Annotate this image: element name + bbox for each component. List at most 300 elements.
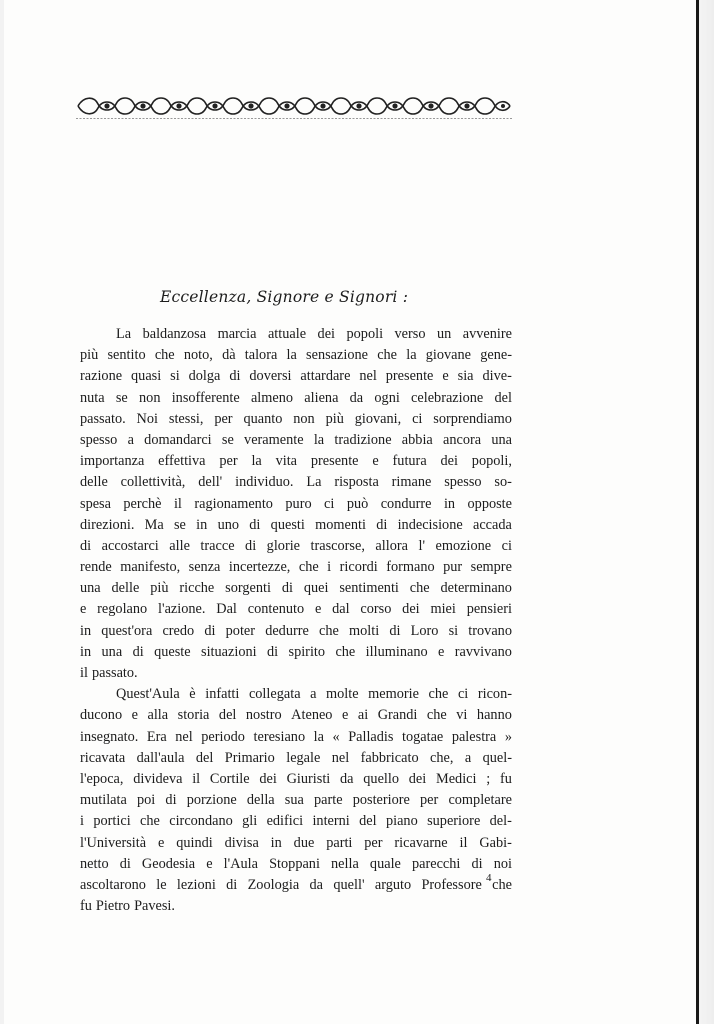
- word: noi: [493, 855, 512, 872]
- word: a: [464, 749, 472, 766]
- word: del-: [489, 813, 512, 830]
- word: può: [346, 495, 369, 512]
- word: effettiva: [158, 453, 206, 470]
- word: condurre: [380, 495, 432, 512]
- word: verso: [394, 326, 426, 342]
- word: se: [173, 516, 186, 533]
- word: quello: [363, 770, 400, 787]
- word: momenti: [315, 516, 366, 533]
- word: situazioni: [201, 643, 257, 660]
- word: una: [491, 431, 512, 448]
- word: di: [281, 580, 293, 597]
- word: spirito: [288, 643, 326, 660]
- word: e: [131, 707, 138, 724]
- word: fabbricato: [360, 749, 419, 766]
- word: i: [327, 559, 332, 576]
- word: celebrazione: [411, 389, 484, 406]
- word: individuo.: [235, 474, 294, 491]
- word: di: [132, 643, 144, 660]
- word: insofferente: [171, 389, 240, 406]
- word: da: [349, 389, 364, 406]
- word: un: [436, 326, 452, 342]
- word: ravvivano: [454, 643, 512, 660]
- word: circondano: [169, 813, 233, 830]
- word: l': [418, 537, 426, 554]
- word: Stoppani: [269, 855, 320, 872]
- word: portici: [93, 813, 131, 830]
- word: poter: [225, 622, 256, 639]
- word: veramente: [244, 431, 304, 448]
- word: Pietro: [95, 898, 131, 915]
- text-line: [80, 621, 512, 642]
- word: attardare: [300, 368, 351, 385]
- word: sia: [457, 368, 474, 385]
- word: porzione: [186, 792, 237, 809]
- word: passato.: [91, 665, 138, 681]
- word: gene-: [480, 347, 512, 364]
- word: presente: [310, 453, 359, 470]
- word: abbia: [401, 431, 433, 448]
- word: si: [170, 368, 180, 385]
- word: ancora: [443, 431, 482, 448]
- word: Gabi-: [479, 834, 512, 851]
- ornament-svg: [76, 92, 512, 120]
- word: determinano: [440, 580, 512, 597]
- word: di: [80, 537, 92, 554]
- word: è: [189, 686, 196, 703]
- word: popoli,: [471, 453, 512, 470]
- text-line: [80, 790, 512, 811]
- word: La: [306, 474, 322, 491]
- word: nel: [175, 728, 193, 745]
- word: di: [119, 855, 131, 872]
- word: Quest'Aula: [116, 686, 180, 703]
- word: accada: [472, 516, 512, 533]
- word: allora: [375, 537, 408, 554]
- word: ascoltarono: [80, 876, 146, 893]
- word: nel: [359, 368, 377, 385]
- word: piano: [385, 813, 418, 830]
- word: dolga: [188, 368, 221, 385]
- word: e: [372, 453, 379, 470]
- word: che: [492, 876, 512, 893]
- word: di: [249, 516, 261, 533]
- word: vi: [456, 707, 468, 724]
- word: importanza: [80, 453, 145, 470]
- word: teresiano: [253, 728, 306, 745]
- word: Dal: [216, 601, 237, 618]
- word: da: [340, 770, 354, 787]
- word: se: [115, 389, 128, 406]
- word: Pavesi.: [134, 898, 175, 915]
- word: ogni: [374, 389, 400, 406]
- word: una: [101, 643, 123, 660]
- word: ;: [486, 770, 491, 787]
- word: marcia: [217, 326, 257, 342]
- word: e: [80, 601, 87, 618]
- word: regolano: [97, 601, 148, 618]
- word: sensazione: [306, 347, 368, 364]
- word: nuta: [80, 389, 105, 406]
- word: del: [195, 749, 214, 766]
- word: in: [80, 643, 92, 660]
- word: il: [459, 834, 468, 851]
- word: l'Aula: [223, 855, 258, 872]
- word: quasi: [131, 368, 162, 385]
- text-line: [80, 345, 512, 366]
- word: il: [192, 770, 201, 787]
- word: Palladis: [348, 728, 394, 745]
- word: di: [245, 537, 257, 554]
- word: nel: [331, 749, 350, 766]
- word: pur: [443, 559, 463, 576]
- word: ci: [501, 537, 512, 554]
- word: sentito: [107, 347, 146, 364]
- word: razione: [80, 368, 123, 385]
- word: la: [251, 453, 262, 470]
- word: risposta: [334, 474, 379, 491]
- word: insegnato.: [80, 728, 139, 745]
- word: delle: [80, 474, 108, 491]
- word: dal: [332, 601, 350, 618]
- word: rende: [80, 559, 112, 576]
- word: due: [293, 834, 315, 851]
- word: parte: [314, 792, 343, 809]
- word: incertezze,: [228, 559, 291, 576]
- word: divideva: [133, 770, 183, 787]
- word: credo: [162, 622, 195, 639]
- word: alle: [169, 537, 190, 554]
- word: miei: [430, 601, 456, 618]
- word: sorgenti: [225, 580, 271, 597]
- word: Era: [146, 728, 167, 745]
- text-line: [80, 599, 512, 620]
- word: che: [298, 559, 319, 576]
- text-line: [80, 494, 512, 515]
- word: direzioni.: [80, 516, 135, 533]
- word: che: [409, 580, 430, 597]
- word: stessi,: [168, 410, 204, 427]
- text-line: [80, 536, 512, 557]
- text-line: [80, 748, 512, 769]
- word: per: [219, 453, 238, 470]
- word: il: [173, 495, 182, 512]
- text-line: [80, 833, 512, 854]
- word: dei: [259, 770, 277, 787]
- word: e: [341, 707, 349, 724]
- word: La: [116, 326, 132, 342]
- text-line: [80, 875, 512, 896]
- text-line: [80, 896, 512, 917]
- word: sentimenti: [339, 580, 399, 597]
- word: che: [319, 622, 339, 639]
- word: più: [150, 580, 169, 597]
- word: per: [420, 792, 439, 809]
- word: Zoologia: [247, 876, 300, 893]
- word: corso: [360, 601, 392, 618]
- word: rimane: [391, 474, 432, 491]
- word: quei: [303, 580, 329, 597]
- word: di: [471, 855, 483, 872]
- text-line: [80, 430, 512, 451]
- word: senza: [188, 559, 221, 576]
- word: che: [335, 643, 356, 660]
- word: questi: [270, 516, 305, 533]
- word: ricordi: [339, 559, 378, 576]
- word: dà: [222, 347, 236, 364]
- word: lezioni: [176, 876, 216, 893]
- word: Ma: [144, 516, 164, 533]
- word: dei: [317, 326, 336, 342]
- word: noto,: [183, 347, 213, 364]
- word: a: [310, 686, 317, 703]
- word: ai: [357, 707, 369, 724]
- word: posteriore: [352, 792, 410, 809]
- word: ci: [412, 410, 423, 427]
- word: spesso: [80, 431, 118, 448]
- word: che: [140, 813, 160, 830]
- word: di: [204, 622, 216, 639]
- word: emozione: [435, 537, 492, 554]
- word: di: [389, 622, 401, 639]
- word: pensieri: [466, 601, 512, 618]
- word: ragionamento: [194, 495, 273, 512]
- word: le: [156, 876, 167, 893]
- word: che: [154, 347, 175, 364]
- word: ci: [324, 495, 335, 512]
- word: netto: [80, 855, 109, 872]
- word: il: [80, 665, 88, 681]
- word: ricavarne: [394, 834, 448, 851]
- word: opposte: [467, 495, 512, 512]
- word: doversi: [249, 368, 292, 385]
- word: l'azione.: [158, 601, 206, 618]
- word: legale: [286, 749, 321, 766]
- word: in: [80, 622, 92, 639]
- word: queste: [154, 643, 191, 660]
- text-line: [80, 451, 512, 472]
- word: trovano: [468, 622, 512, 639]
- word: i: [80, 813, 84, 830]
- text-line: [80, 854, 512, 875]
- text-line: [80, 811, 512, 832]
- word: e: [438, 643, 445, 660]
- word: infatti: [205, 686, 240, 703]
- word: di: [165, 792, 177, 809]
- word: divisa: [224, 834, 259, 851]
- word: non: [139, 389, 161, 406]
- word: molti: [349, 622, 380, 639]
- word: sua: [284, 792, 304, 809]
- word: l'Università: [80, 834, 147, 851]
- word: togatae: [402, 728, 444, 745]
- word: Professore: [421, 876, 482, 893]
- word: del: [218, 707, 237, 724]
- word: parecchi: [411, 855, 461, 872]
- page-number: 4: [486, 872, 492, 884]
- text-line: [80, 515, 512, 536]
- word: in: [196, 516, 208, 533]
- word: per: [214, 410, 233, 427]
- word: avvenire: [462, 326, 512, 342]
- word: superiore: [427, 813, 481, 830]
- word: Primario: [224, 749, 275, 766]
- word: la: [406, 347, 417, 364]
- word: »: [504, 728, 512, 745]
- word: sorprendiamo: [433, 410, 512, 427]
- word: ricavata: [80, 749, 126, 766]
- word: talora: [244, 347, 278, 364]
- word: giovani,: [354, 410, 402, 427]
- word: Giuristi: [286, 770, 331, 787]
- word: so-: [494, 474, 512, 491]
- word: Cortile: [209, 770, 250, 787]
- word: baldanzosa: [142, 326, 207, 342]
- text-line: [80, 705, 512, 726]
- word: e: [157, 834, 165, 851]
- word: dei: [440, 453, 458, 470]
- word: popoli: [346, 326, 384, 342]
- text-line: [80, 684, 512, 705]
- word: di: [226, 876, 238, 893]
- word: quale: [369, 855, 401, 872]
- word: aliena: [304, 389, 339, 406]
- word: illuminano: [365, 643, 428, 660]
- word: dei: [408, 770, 427, 787]
- text-line: [80, 472, 512, 493]
- word: giovane: [425, 347, 472, 364]
- text-line: [80, 663, 512, 684]
- word: formano: [386, 559, 435, 576]
- word: attuale: [267, 326, 307, 342]
- word: spesso: [444, 474, 482, 491]
- word: interni: [312, 813, 350, 830]
- word: del: [359, 813, 377, 830]
- word: poi: [137, 792, 156, 809]
- text-line: [80, 642, 512, 663]
- word: ricon-: [477, 686, 512, 703]
- word: alla: [147, 707, 169, 724]
- text-line: [80, 727, 512, 748]
- word: spesa: [80, 495, 111, 512]
- word: delle: [111, 580, 140, 597]
- word: tradizione: [334, 431, 392, 448]
- word: più: [80, 347, 99, 364]
- word: ricche: [179, 580, 215, 597]
- word: quell': [333, 876, 365, 893]
- word: e: [206, 855, 213, 872]
- word: in: [443, 495, 456, 512]
- word: «: [332, 728, 340, 745]
- word: presente: [385, 368, 434, 385]
- word: se: [221, 431, 234, 448]
- word: quanto: [243, 410, 283, 427]
- word: trascorse,: [310, 537, 365, 554]
- word: del: [494, 389, 512, 406]
- word: che,: [430, 749, 454, 766]
- word: quel-: [482, 749, 512, 766]
- text-line: [80, 366, 512, 387]
- word: contenuto: [247, 601, 305, 618]
- word: almeno: [250, 389, 294, 406]
- word: arguto: [374, 876, 412, 893]
- word: dei: [402, 601, 420, 618]
- word: dall'aula: [136, 749, 185, 766]
- word: una: [80, 580, 101, 597]
- word: da: [309, 876, 324, 893]
- word: periodo: [201, 728, 245, 745]
- word: fu: [80, 898, 92, 915]
- word: molte: [326, 686, 359, 703]
- page-right-edge: [690, 0, 714, 1024]
- word: accostarci: [101, 537, 159, 554]
- word: non: [293, 410, 315, 427]
- word: gli: [242, 813, 258, 830]
- word: Grandi: [377, 707, 418, 724]
- word: la: [286, 347, 297, 364]
- word: per: [364, 834, 383, 851]
- word: domandarci: [144, 431, 212, 448]
- word: mutilata: [80, 792, 127, 809]
- text-line: [80, 557, 512, 578]
- word: dell': [198, 474, 223, 491]
- word: di: [376, 516, 388, 533]
- word: in: [270, 834, 282, 851]
- word: tracce: [200, 537, 235, 554]
- word: e: [314, 601, 322, 618]
- word: Noi: [136, 410, 158, 427]
- word: che: [428, 686, 449, 703]
- word: fu: [499, 770, 512, 787]
- word: collegata: [248, 686, 301, 703]
- word: che: [377, 347, 398, 364]
- word: parti: [326, 834, 353, 851]
- word: a: [127, 431, 134, 448]
- word: glorie: [266, 537, 301, 554]
- word: hanno: [476, 707, 512, 724]
- word: uno: [217, 516, 240, 533]
- word: ducono: [80, 707, 123, 724]
- word: della: [246, 792, 275, 809]
- word: di: [266, 643, 279, 660]
- word: dedurre: [265, 622, 309, 639]
- word: quindi: [176, 834, 213, 851]
- word: sempre: [470, 559, 512, 576]
- word: nostro: [245, 707, 282, 724]
- word: vita: [275, 453, 298, 470]
- word: manifesto,: [120, 559, 181, 576]
- word: Ateneo: [291, 707, 333, 724]
- word: più: [325, 410, 344, 427]
- word: futura: [392, 453, 427, 470]
- word: dive-: [482, 368, 512, 385]
- text-line: [80, 409, 512, 430]
- word: edifici: [266, 813, 304, 830]
- decorative-ornament-band: [76, 92, 512, 120]
- word: storia: [177, 707, 210, 724]
- word: nella: [331, 855, 359, 872]
- word: Geodesia: [141, 855, 196, 872]
- word: puro: [285, 495, 312, 512]
- word: ci: [457, 686, 469, 703]
- word: collettività,: [120, 474, 186, 491]
- salutation-heading: Eccellenza, Signore e Signori :: [160, 288, 409, 306]
- word: indecisione: [397, 516, 463, 533]
- word: di: [229, 368, 241, 385]
- body-text: [80, 324, 512, 917]
- text-line: [80, 578, 512, 599]
- word: la: [313, 431, 325, 448]
